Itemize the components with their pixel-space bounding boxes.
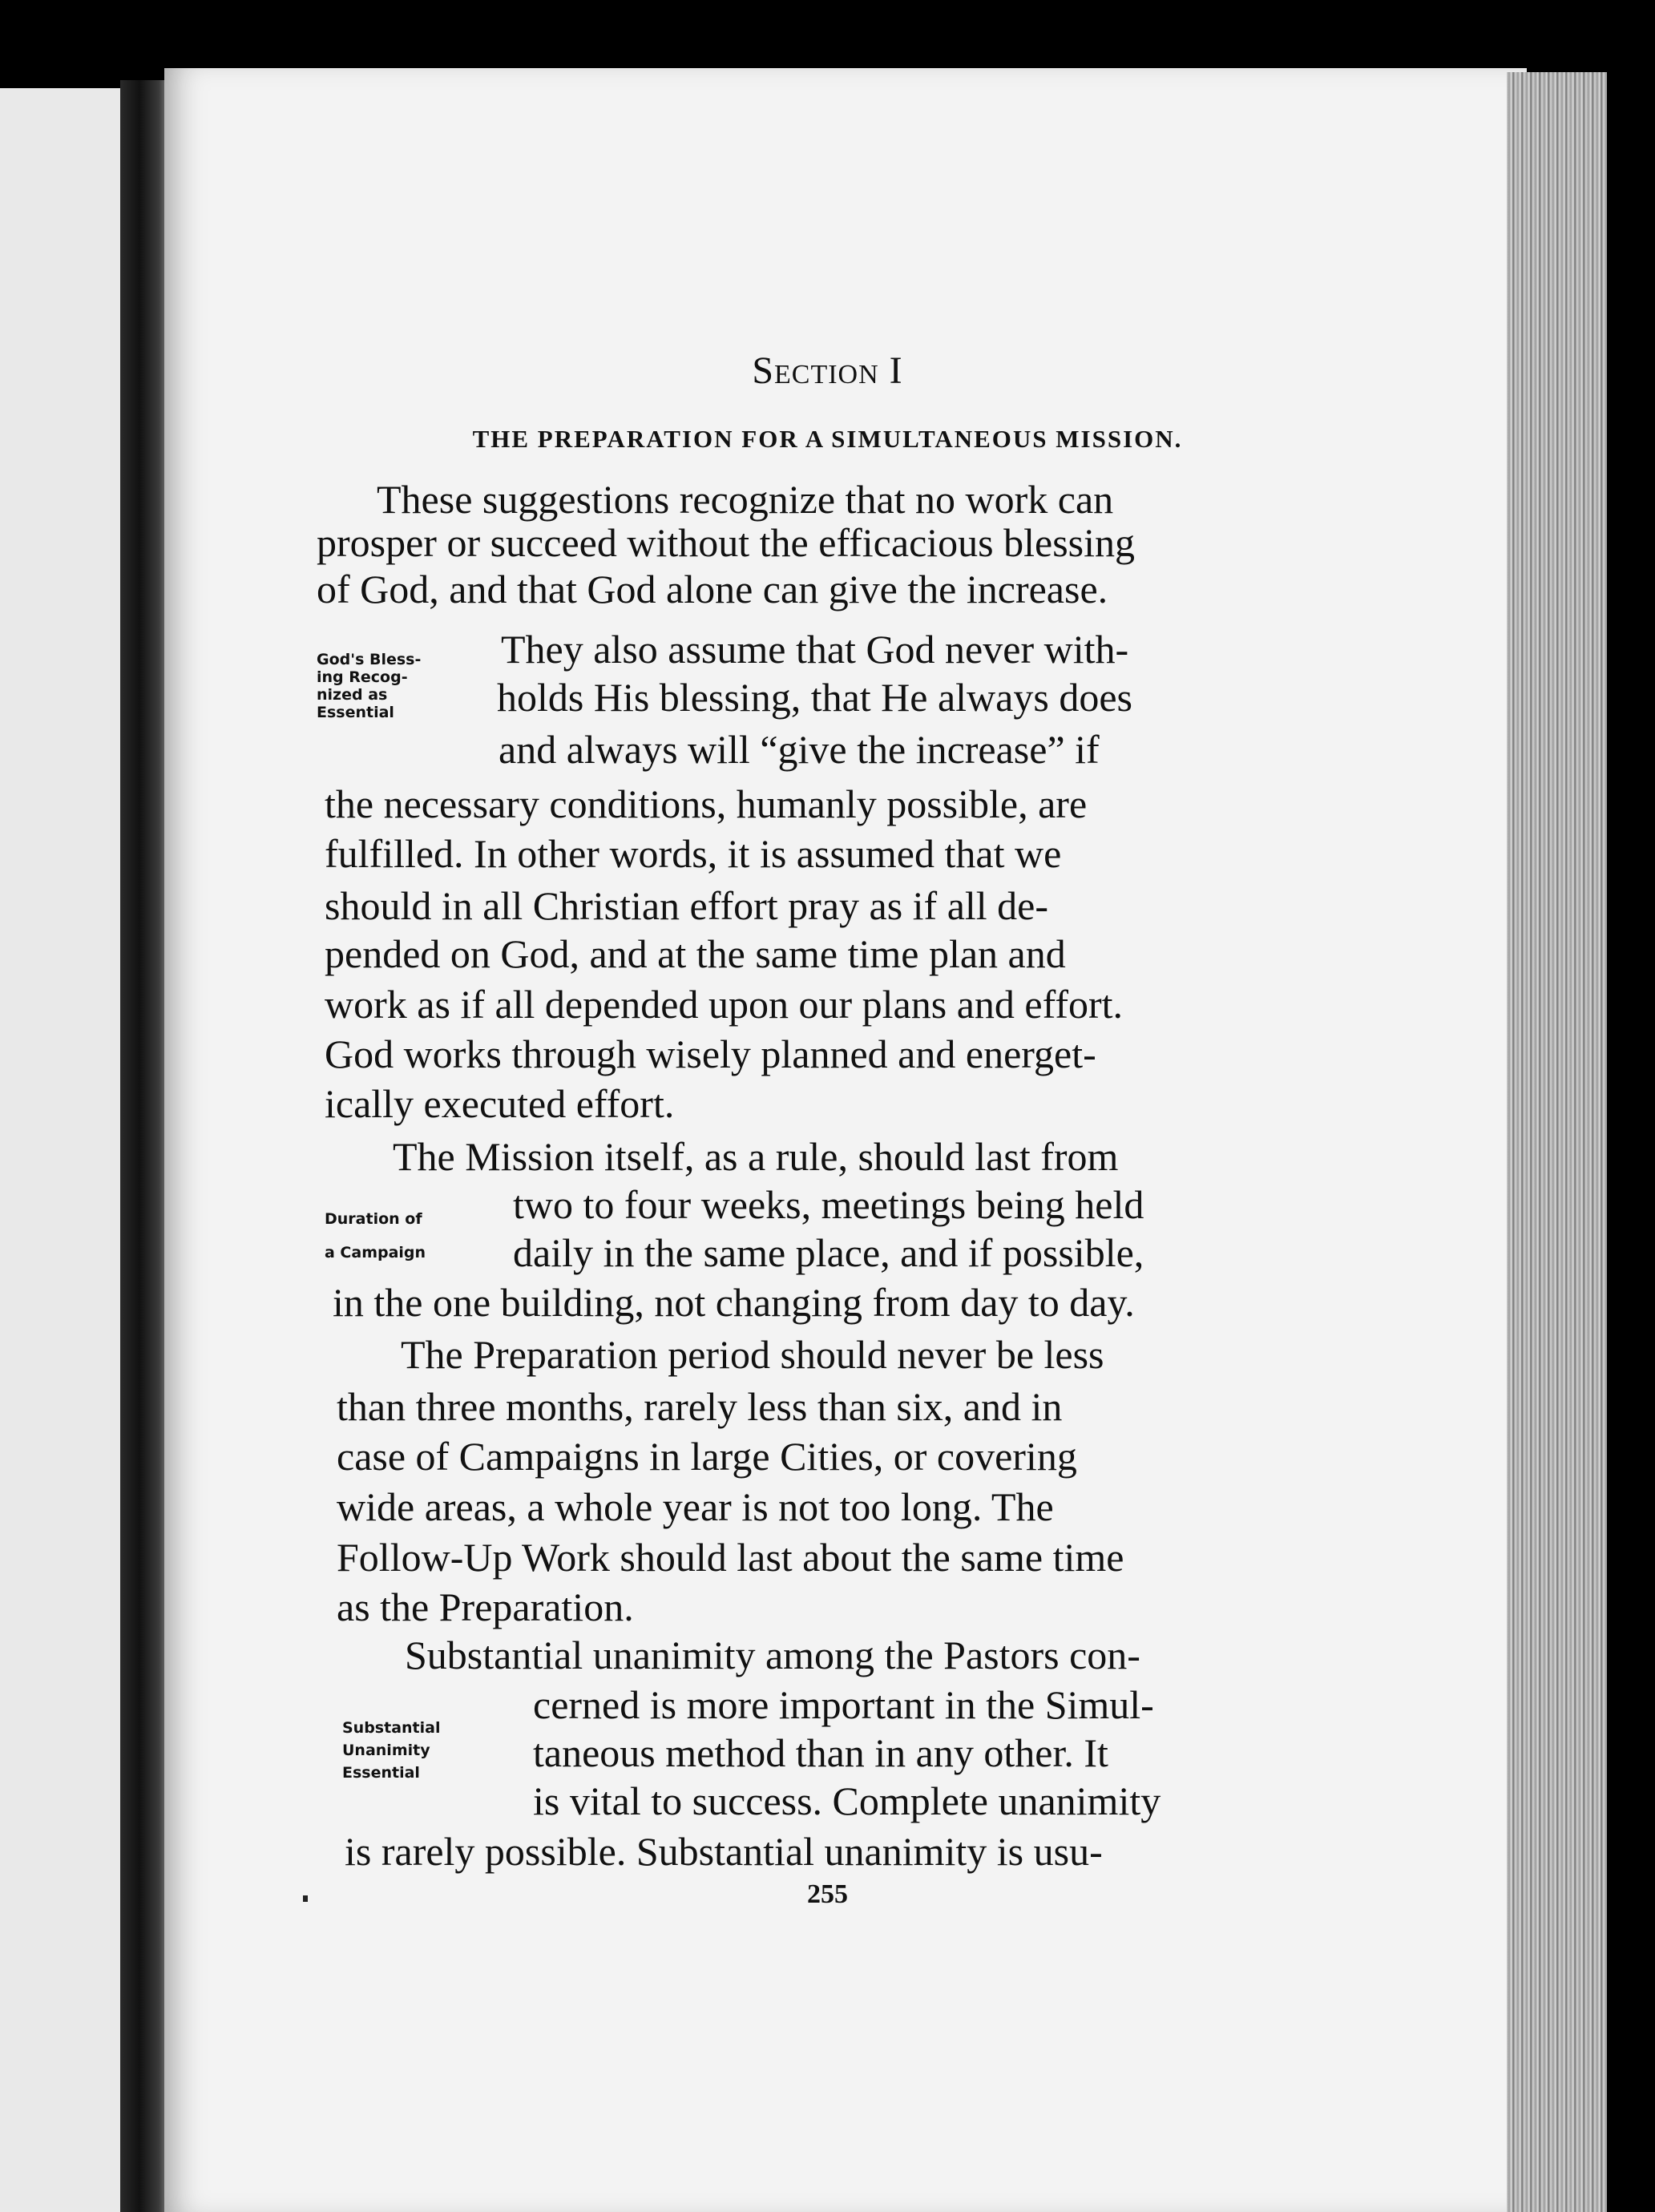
text-line: The Preparation period should never be less <box>401 1332 1104 1377</box>
text-line: and always will “give the increase” if <box>499 727 1100 772</box>
text-line: is rarely possible. Substantial unanimity is usu- <box>345 1829 1103 1874</box>
text-line: Substantial unanimity among the Pastors con- <box>405 1633 1140 1677</box>
text-line: God works through wisely planned and energet- <box>325 1031 1096 1076</box>
sidenote-unanimity: Substantial Unanimity Essential <box>342 1719 441 1782</box>
chapter-title: THE PREPARATION FOR A SIMULTANEOUS MISSION. <box>472 425 1183 453</box>
text-line: is vital to success. Complete unanimity <box>533 1778 1161 1823</box>
text-line: prosper or succeed without the efficacious blessing <box>317 520 1135 565</box>
text-line: daily in the same place, and if possible, <box>513 1230 1144 1275</box>
text-line: wide areas, a whole year is not too long. The <box>337 1484 1054 1529</box>
text-line: They also assume that God never with- <box>501 627 1129 672</box>
text-line: taneous method than in any other. It <box>533 1730 1108 1775</box>
text-line: should in all Christian effort pray as if all de- <box>325 883 1049 928</box>
text-line: work as if all depended upon our plans and effort. <box>325 982 1124 1027</box>
sidenote-duration: Duration of a Campaign <box>325 1210 426 1261</box>
text-line: Follow-Up Work should last about the same time <box>337 1535 1124 1580</box>
text-line: in the one building, not changing from day to day. <box>333 1280 1135 1325</box>
text-line: than three months, rarely less than six, and in <box>337 1384 1063 1429</box>
text-line: case of Campaigns in large Cities, or covering <box>337 1434 1077 1479</box>
text-line: pended on God, and at the same time plan and <box>325 931 1066 976</box>
page-number: 255 <box>807 1879 848 1909</box>
text-line: ically executed effort. <box>325 1081 675 1126</box>
section-title: Section I <box>752 349 903 392</box>
text-line: These suggestions recognize that no work can <box>377 477 1114 522</box>
text-line: of God, and that God alone can give the increase. <box>317 567 1108 612</box>
text-line: The Mission itself, as a rule, should last from <box>393 1134 1119 1179</box>
sidenote-gods-blessing: God's Bless- ing Recog- nized as Essential <box>317 651 422 721</box>
text-line: two to four weeks, meetings being held <box>513 1182 1144 1227</box>
text-line: cerned is more important in the Simul- <box>533 1682 1154 1727</box>
text-line: as the Preparation. <box>337 1584 634 1629</box>
text-line: fulfilled. In other words, it is assumed that we <box>325 831 1062 876</box>
text-line: holds His blessing, that He always does <box>497 675 1132 720</box>
text-line: the necessary conditions, humanly possible, are <box>325 781 1088 826</box>
